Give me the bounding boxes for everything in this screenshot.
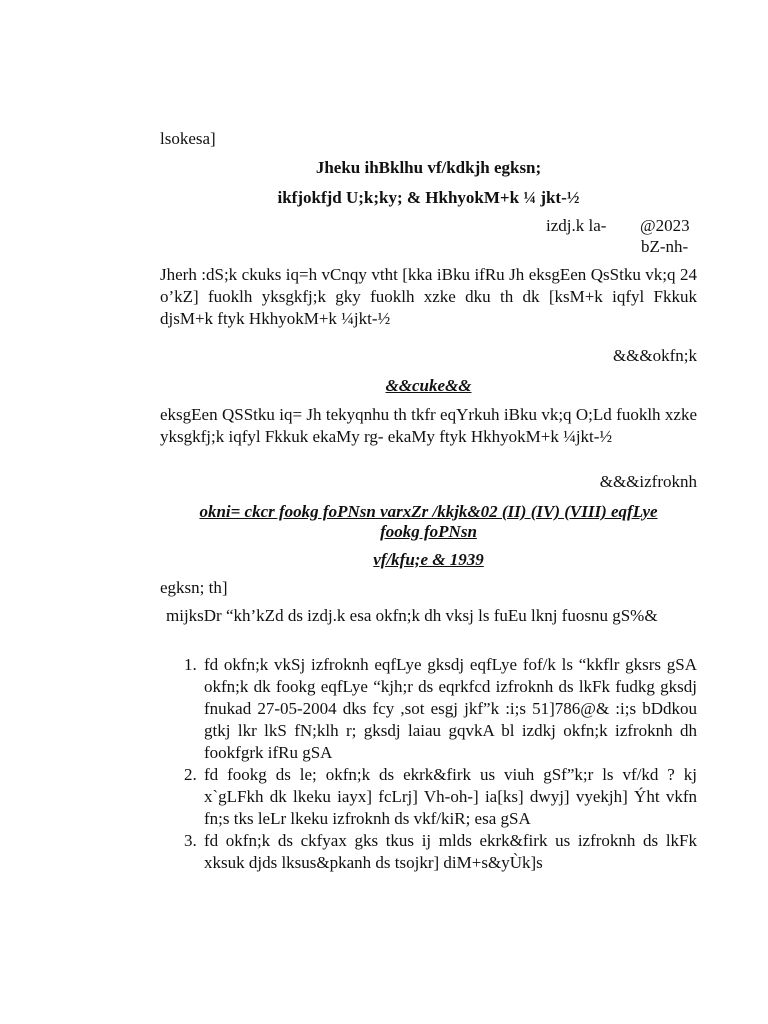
list-item-text: fd fookg ds le; okfn;k ds ekrk&firk us viuh gSf”k;r ls vf/kd ? kj x`gLFkh dk lkeku iayx] fcLrj] Vh-oh-] ia[ks] dwyj] vyekjh] Ýht vkfn fn;s tks leLr lkeku izfroknh ds vkf/kiR; esa gSA [204,765,697,828]
respondent-details: eksgEen QSStku iq= Jh tekyqnhu th tkfr eqYrkuh iBku vk;q O;Ld fuoklh xzke yksgkfj;k iqfyl Fkkuk ekaMy rg- ekaMy ftyk HkhyokM+k ¼jkt-½ [160,405,697,446]
list-item [172,654,697,764]
case-ref-suffix: bZ-nh- [641,237,689,256]
list-item-number: 1. [184,655,197,674]
list-item-number: 3. [184,831,197,850]
petitioner-details: Jherh :dS;k ckuks iq=h vCnqy vtht [kka iBku ifRu Jh eksgEen QsStku vk;q 24 o’kZ] fuoklh yksgkfj;k gky fuoklh xzke dku th dk [ksM+k iqfyl Fkkuk djsM+k ftyk HkhyokM+k ¼jkt-½ [160,265,697,328]
salutation: egksn; th] [160,578,228,597]
court-title-line-1: Jheku ihBklhu vf/kdkjh egksn; [315,158,542,177]
respondent-role: &&&izfroknh [599,472,697,491]
court-title-line-2: ikfjokfjd U;k;ky; & HkhyokM+k ¼ jkt-½ [277,188,580,207]
list-item-number: 2. [184,765,197,784]
addressee: lsokesa] [160,129,216,148]
list-item [172,764,697,830]
subject-line-1: okni= ckcr fookg foPNsn varxZr /kkjk&02 (II) (IV) (VIII) eqfLye [199,502,658,521]
list-item-text: fd okfn;k ds ckfyax gks tkus ij mlds ekrk&firk us izfroknh ds lkFk xksuk djds lksus&pkanh ds tsojkr] diM+s&yÙk]s [204,831,697,872]
petitioner-role: &&&okfn;k [612,346,697,365]
list-item-text: fd okfn;k vkSj izfroknh eqfLye gksdj eqfLye fof/k ls “kkflr gksrs gSA okfn;k dk fookg eqfLye “kjh;r ds eqrkfcd izfroknh ds lkFk fudkg gksdj fnukad 27-05-2004 dks fcy ,sot esgj jkf”k :i;s 51]786@& :i;s bDdkou gtkj lkr lkS fN;klh r; gksdj laiau gqvkA bl izdkj okfn;k izfroknh dh fookfgrk ifRu gSA [204,655,697,762]
list-item [172,830,697,874]
case-ref-year: @2023 [640,216,690,235]
numbered-points [172,654,697,874]
subject-line-2: fookg foPNsn [380,522,477,541]
versus-heading: &&cuke&& [385,376,472,395]
intro-paragraph: mijksDr “kh’kZd ds izdj.k esa okfn;k dh vksj ls fuEu lknj fuosnu gS%& [166,606,658,625]
case-ref-label: izdj.k la- [546,216,607,235]
act-line: vf/kfu;e & 1939 [373,550,484,569]
